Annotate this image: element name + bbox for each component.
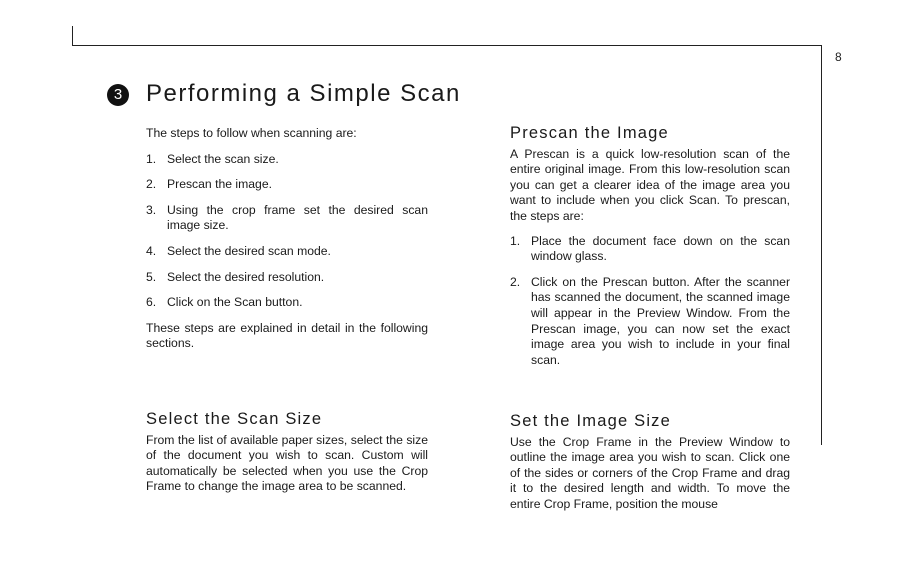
- section-heading-image-size: Set the Image Size: [510, 412, 672, 430]
- steps-intro: The steps to follow when scanning are:: [146, 126, 357, 140]
- list-item: [146, 177, 428, 193]
- steps-closing-note: These steps are explained in detail in the following sections.: [146, 320, 428, 351]
- scan-steps-list: [146, 152, 428, 311]
- list-item-number: 3.: [146, 202, 157, 217]
- list-item: [146, 152, 428, 168]
- list-item-number: 5.: [146, 269, 157, 284]
- page-frame-right-rule: [821, 45, 822, 445]
- list-item: [510, 275, 790, 369]
- list-item-text: Using the crop frame set the desired scan image size.: [167, 202, 428, 233]
- section-heading-scan-size: Select the Scan Size: [146, 410, 323, 428]
- section-body-scan-size: From the list of available paper sizes, select the size of the document you wish to scan. Custom will automatically be selected when you use the Crop Frame to change the image area to be scanned.: [146, 432, 428, 494]
- list-item: [146, 295, 428, 311]
- list-item-text: Select the desired scan mode.: [167, 243, 331, 258]
- list-item-text: Place the document face down on the scan window glass.: [531, 233, 790, 264]
- list-item-number: 4.: [146, 243, 157, 258]
- list-item-number: 1.: [510, 233, 521, 248]
- section-heading-prescan: Prescan the Image: [510, 124, 669, 142]
- section-body-prescan: A Prescan is a quick low-resolution scan of the entire original image. From this low-resolution scan you can get a clearer idea of the image area you want to include when you click Scan. To prescan, the steps are:: [510, 146, 790, 223]
- list-item: [146, 270, 428, 286]
- list-item-number: 2.: [510, 274, 521, 289]
- section-body-image-size: Use the Crop Frame in the Preview Window to outline the image area you wish to scan. Click one of the sides or corners of the Crop Frame and drag it to the desired length and width. To move the entire Crop Frame, position the mouse: [510, 434, 790, 511]
- list-item-number: 2.: [146, 177, 157, 192]
- prescan-steps-list: [510, 234, 790, 369]
- page-frame-left-rule: [72, 26, 73, 46]
- page-number: 8: [835, 50, 842, 64]
- list-item: [510, 234, 790, 265]
- list-item-text: Select the scan size.: [167, 151, 279, 166]
- page-frame-top-rule: [72, 45, 822, 46]
- list-item-text: Click on the Scan button.: [167, 295, 303, 310]
- list-item-number: 1.: [146, 151, 157, 166]
- list-item-text: Click on the Prescan button. After the scanner has scanned the document, the scanned image will appear in the Preview Window. From the Prescan image, you can now set the exact image area you wish to include in your final scan.: [531, 274, 790, 367]
- list-item: [146, 244, 428, 260]
- list-item: [146, 203, 428, 234]
- chapter-number-badge: 3: [107, 84, 129, 106]
- image-size-section: [510, 414, 790, 513]
- chapter-title: Performing a Simple Scan: [146, 80, 461, 107]
- scan-size-section: [146, 412, 428, 495]
- list-item-text: Select the desired resolution.: [167, 269, 325, 284]
- left-column: [146, 126, 428, 494]
- list-item-text: Prescan the image.: [167, 177, 273, 192]
- right-column: [510, 124, 790, 511]
- list-item-number: 6.: [146, 295, 157, 310]
